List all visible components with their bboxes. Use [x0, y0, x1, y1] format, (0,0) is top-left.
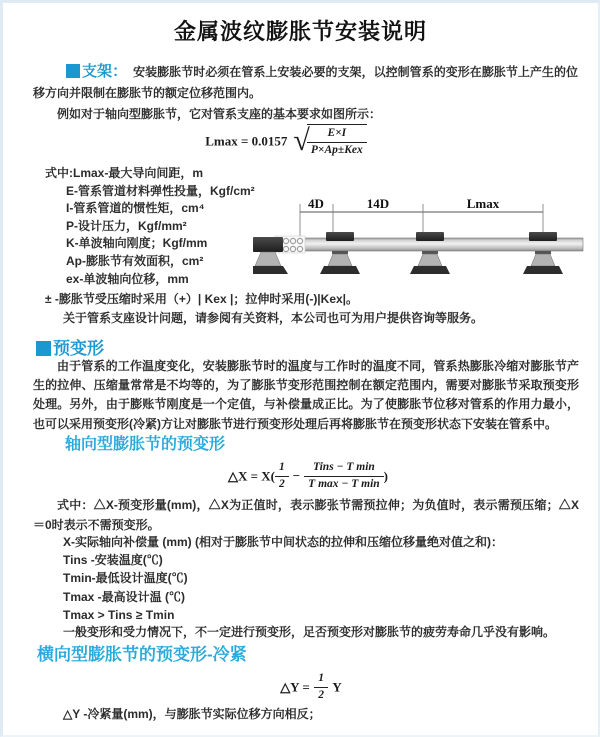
lmax-fraction-denominator: P×Ap±Kex — [310, 143, 363, 156]
formula-lmax — [3, 124, 569, 158]
fraction-numerator: 1 — [275, 460, 289, 477]
predeform-paragraph: 由于管系的工作温度变化，安装膨胀节时的温度与工作时的温度不同，管系热膨胀冷缩对膨胀节产生的拉伸、压缩量常常是不均等的，为了膨胀节变形范围控制在额定范围内，需要对膨胀节采取预变形处理。另外，由于膨账节刚度是一个定值，与补偿量成正比。为了使膨胀节位移对管系的作用力最小，也可以采用预变形(冷紧)方让对膨胀节进行预变形处理后再将膨胀节在预变形状态下安装在管系中。 — [33, 359, 579, 431]
consulting-line: 关于管系支座设计问题，请参阅有关资料，本公司也可为用户提供咨询等服务。 — [63, 311, 484, 325]
plus-minus-rule-line: ± -膨胀节受压缩时采用（+）| Kex |；拉伸时采用(-)|Kex|。 — [45, 292, 359, 306]
symbol-definitions — [45, 165, 255, 288]
axial-formula-explanation: 式中：△X-预变形量(mm)，△X为正值时，表示膨张节需预拉伸；为负值时，表示需预压缩；△X＝0时表示不需预变形。 — [33, 498, 579, 532]
axial-line: X-实际轴向补偿量 (mm) (相对于膨胀节中间状态的拉伸和压缩位移量绝对值之和)： — [63, 535, 503, 549]
guide-support — [320, 232, 360, 274]
definition-line: P-设计压力，Kgf/mm² — [66, 218, 187, 233]
predeform-heading-label: 预变形 — [53, 339, 104, 358]
section-marker-icon — [66, 64, 80, 78]
axial-line: Tmax -最高设计温 (℃) — [63, 589, 186, 604]
definition-line: ex-单波轴向位移，mm — [66, 271, 189, 286]
definition-line: I-管系管道的惯性矩，cm⁴ — [66, 201, 205, 216]
fraction-denominator: 2 — [279, 477, 285, 490]
axial-subheading: 轴向型膨胀节的预变形 — [65, 436, 226, 453]
axial-symbol-lines — [63, 533, 503, 624]
pipe-support-diagram-svg — [253, 196, 585, 296]
axial-line: Tmax > Tins ≥ Tmin — [63, 607, 175, 622]
temperature-fraction — [304, 460, 384, 492]
section-marker-icon — [36, 341, 51, 356]
axial-line: Tins -安装温度(℃) — [63, 553, 163, 568]
fraction-numerator: 1 — [314, 671, 328, 688]
radical-sign-icon: √ — [293, 124, 310, 158]
lmax-fraction-numerator: E×I — [307, 126, 367, 143]
axial-line: Tmin-最低设计温度(℃) — [63, 571, 188, 586]
formula-lateral-rhs: Y — [332, 679, 342, 695]
dim-label-14d: 14D — [366, 196, 390, 211]
lmax-fraction — [307, 124, 367, 158]
lateral-explanation-line: △Y -冷紧量(mm)，与膨胀节实际位移方向相反； — [63, 707, 321, 721]
one-half-fraction — [314, 671, 328, 703]
formula-lateral-coldspring — [3, 671, 600, 703]
guide-support — [523, 232, 563, 274]
pipe-support-diagram — [253, 196, 585, 296]
minus-operator: − — [292, 468, 301, 484]
one-half-fraction — [275, 460, 289, 492]
formula-lmax-lhs: Lmax = 0.0157 — [205, 133, 288, 149]
lateral-subheading: 横向型膨胀节的预变形-冷紧 — [37, 645, 247, 664]
sqrt-expression — [293, 124, 366, 158]
dim-label-lmax: Lmax — [466, 196, 500, 211]
support-section-label: 支架： — [82, 63, 128, 80]
definition-line: Ap-膨胀节有效面积，cm² — [66, 253, 204, 268]
support-example-line: 例如对于轴向型膨胀节，它对管系支座的基本要求如图所示： — [57, 107, 382, 121]
dim-label-4d: 4D — [308, 196, 324, 211]
support-paragraph — [33, 61, 578, 104]
fraction-denominator: T max − T min — [308, 477, 380, 490]
predeform-heading — [36, 334, 104, 359]
fraction-numerator: Tins − T min — [304, 460, 384, 477]
anchor-support — [253, 237, 288, 274]
support-intro-text: 安装膨胀节时必须在管系上安装必要的支架，以控制管系的变形在膨胀节上产生的位移方向并限制在膨胀节的额定位移范围内。 — [33, 65, 578, 100]
axial-note-line: 一般变形和受力情况下，不一定进行预变形，足否预变形对膨胀节的疲劳寿命几乎没有影响。 — [63, 625, 556, 639]
page-title: 金属波纹膨胀节安装说明 — [173, 19, 427, 44]
definition-line: 式中:Lmax-最大导向间距，m — [45, 166, 204, 180]
formula-axial-lhs: △X = X( — [227, 468, 275, 484]
fraction-denominator: 2 — [318, 688, 324, 701]
formula-axial-rhs: ) — [383, 468, 389, 484]
guide-support — [410, 232, 450, 274]
definition-line: K-单波轴向刚度；Kgf/mm — [66, 236, 208, 251]
formula-axial-predeform — [3, 460, 600, 492]
formula-lateral-lhs: △Y = — [280, 679, 310, 695]
definition-line: E-管系管道材料弹性投量，Kgf/cm² — [66, 183, 255, 198]
